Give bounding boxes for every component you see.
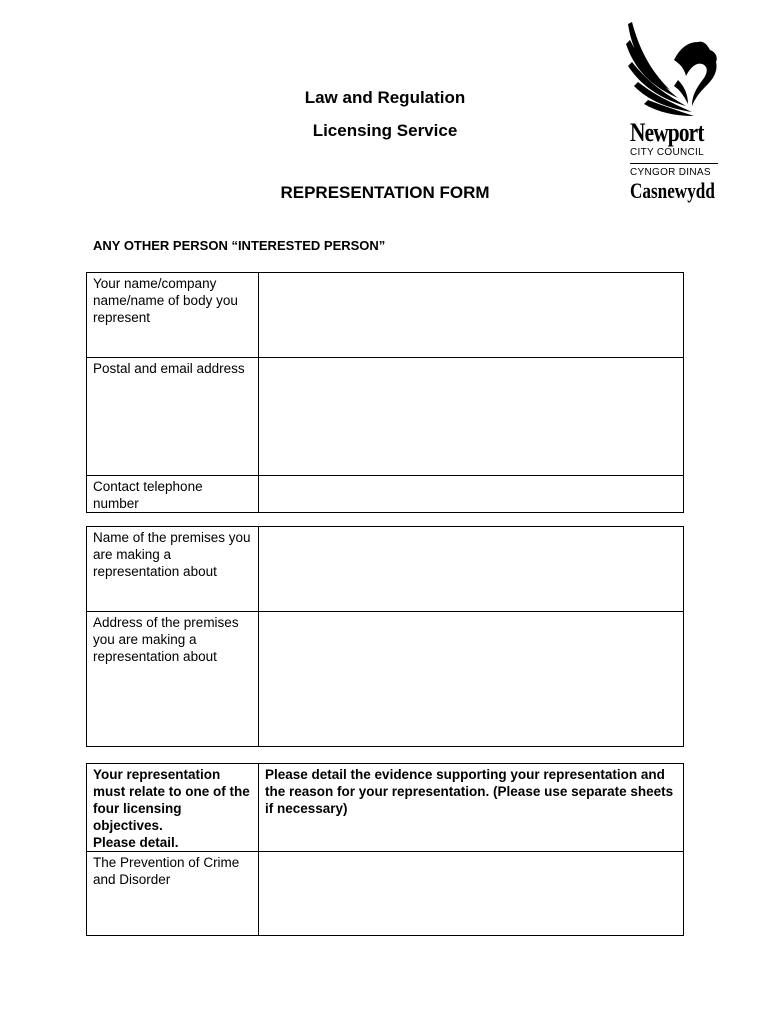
name-field[interactable] bbox=[259, 273, 684, 358]
title-law-and-regulation: Law and Regulation bbox=[304, 88, 466, 107]
interested-person-subheading: ANY OTHER PERSON “INTERESTED PERSON” bbox=[93, 238, 386, 253]
contact-details-table bbox=[86, 272, 684, 513]
logo-casnewydd-text: Casnewydd bbox=[630, 178, 715, 203]
please-detail-label: Please detail. bbox=[93, 835, 179, 850]
title-licensing-service: Licensing Service bbox=[312, 121, 458, 140]
premises-name-field[interactable] bbox=[259, 527, 684, 612]
phone-field[interactable] bbox=[259, 476, 684, 513]
objectives-label: Your representation must relate to one of the four licensing objectives. bbox=[93, 767, 250, 833]
instructions-text: Please detail the evidence supporting your representation and the reason for your representation. (Please use separate sheets if necessary) bbox=[259, 764, 684, 852]
name-label: Your name/company name/name of body you represent bbox=[87, 273, 259, 358]
crime-disorder-field[interactable] bbox=[259, 852, 684, 936]
objectives-label-cell bbox=[87, 764, 259, 852]
newport-council-logo bbox=[622, 20, 722, 205]
premises-address-field[interactable] bbox=[259, 612, 684, 747]
logo-divider bbox=[630, 163, 718, 164]
representation-table bbox=[86, 763, 684, 936]
address-field[interactable] bbox=[259, 358, 684, 476]
premises-address-label: Address of the premises you are making a representation about bbox=[87, 612, 259, 747]
address-label: Postal and email address bbox=[87, 358, 259, 476]
premises-table bbox=[86, 526, 684, 747]
logo-cyngor-dinas-text: CYNGOR DINAS bbox=[630, 167, 711, 178]
dragon-icon bbox=[622, 20, 722, 118]
phone-label: Contact telephone number bbox=[87, 476, 259, 513]
logo-newport-text: Newport bbox=[630, 118, 704, 147]
premises-name-label: Name of the premises you are making a representation about bbox=[87, 527, 259, 612]
logo-city-council-text: CITY COUNCIL bbox=[630, 147, 704, 158]
crime-disorder-label: The Prevention of Crime and Disorder bbox=[87, 852, 259, 936]
form-title: REPRESENTATION FORM bbox=[280, 183, 490, 202]
